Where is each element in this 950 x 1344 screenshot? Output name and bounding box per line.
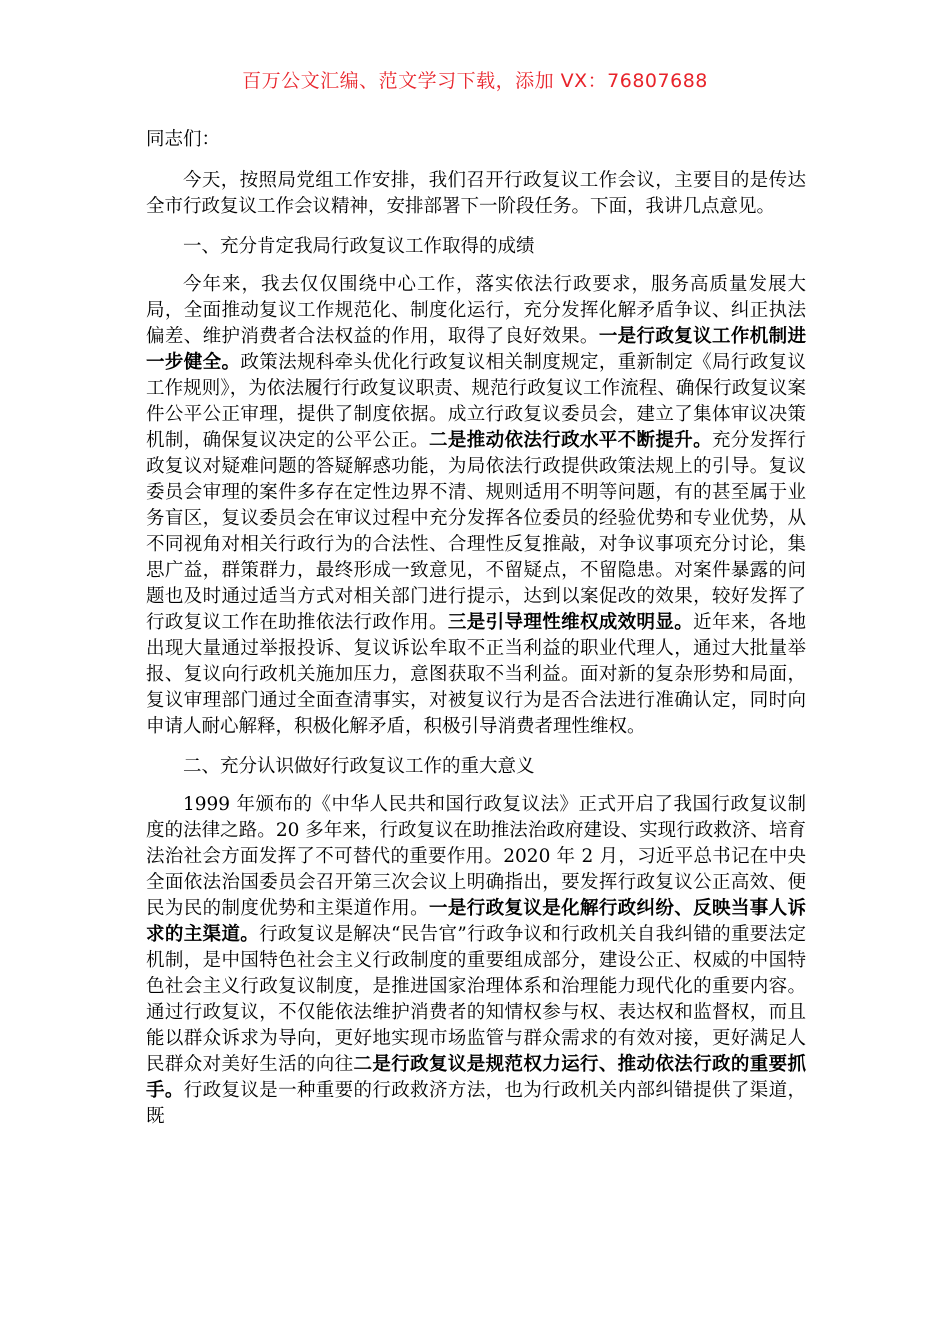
section-2-heading: 二、充分认识做好行政复议工作的重大意义 [183,756,535,777]
promo-banner: 百万公文汇编、范文学习下载，添加 VX：76807688 [242,70,708,92]
greeting: 同志们： [146,129,221,150]
s1-point-3: 三是引导理性维权成效明显。 [447,612,694,633]
s2-point-1: 一是行政复议是化解行政纠纷、反映当事人诉求的主渠道。 [146,898,806,945]
s1-text-b: 政策法规科牵头优化行政复议相关制度规定，重新制定《局行政复议工作规则》，为依法履行行政复议职责、规范行政复议工作流程、确保行政复议案件公平公正审理，提供了制度依据。成立行政复议委员会，建立了集体审议决策机制，确保复议决定的公平公正。 [146,352,806,451]
s2-text-b: 行政复议是解决“民告官”行政争议和行政机关自我纠错的重要法定机制，是中国特色社会主义行政制度的重要组成部分，建设公正、权威的中国特色社会主义行政复议制度，是推进国家治理体系和治理能力现代化的重要内容。通过行政复议，不仅能依法维护消费者的知情权参与权、表达权和监督权，而且能以群众诉求为导向，更好地实现市场监管与群众需求的有效对接，更好满足人民群众对美好生活的向往 [146,924,806,1075]
s2-point-2: 二是行政复议是规范权力运行、推动依法行政的重要抓手。 [146,1054,806,1101]
speech-body [146,124,806,1138]
section-1-paragraph [146,272,806,740]
s1-text-c: 充分发挥行政复议对疑难问题的答疑解惑功能，为局依法行政提供政策法规上的引导。复议委员会审理的案件多存在定性边界不清、规则适用不明等问题，有的甚至属于业务盲区，复议委员会在审议过程中充分发挥各位委员的经验优势和专业优势，从不同视角对相关行政行为的合法性、合理性反复推敲，对争议事项充分讨论，集思广益，群策群力，最终形成一致意见，不留疑点，不留隐患。对案件暴露的问题也及时通过适当方式对相关部门进行提示，达到以案促改的效果，较好发挥了行政复议工作在助推依法行政作用。 [146,430,806,633]
section-1-heading: 一、充分肯定我局行政复议工作取得的成绩 [183,236,535,257]
s2-text-c: 行政复议是一种重要的行政救济方法，也为行政机关内部纠错提供了渠道，既 [146,1080,806,1127]
s1-text-d: 近年来，各地出现大量通过举报投诉、复议诉讼牟取不正当利益的职业代理人，通过大批量举报、复议向行政机关施加压力，意图获取不当利益。面对新的复杂形势和局面，复议审理部门通过全面查清事实，对被复议行为是否合法进行准确认定，同时向申请人耐心解释，积极化解矛盾，积极引导消费者理性维权。 [146,612,806,737]
section-2-paragraph [146,792,806,1130]
s2-text-a: 1999 年颁布的《中华人民共和国行政复议法》正式开启了我国行政复议制度的法律之路。20 多年来，行政复议在助推法治政府建设、实现行政救济、培育法治社会方面发挥了不可替代的重要作用。2020 年 2 月，习近平总书记在中央全面依法治国委员会召开第三次会议上明确指出，要发挥行政复议公正高效、便民为民的制度优势和主渠道作用。 [146,794,806,919]
s1-point-2: 二是推动依法行政水平不断提升。 [429,430,712,451]
intro-paragraph: 今天，按照局党组工作安排，我们召开行政复议工作会议，主要目的是传达全市行政复议工作会议精神，安排部署下一阶段任务。下面，我讲几点意见。 [146,170,806,217]
s1-text-a: 今年来，我去仅仅围绕中心工作，落实依法行政要求，服务高质量发展大局，全面推动复议工作规范化、制度化运行，充分发挥化解矛盾争议、纠正执法偏差、维护消费者合法权益的作用，取得了良好效果。 [146,274,806,347]
s1-point-1: 一是行政复议工作机制进一步健全。 [146,326,806,373]
